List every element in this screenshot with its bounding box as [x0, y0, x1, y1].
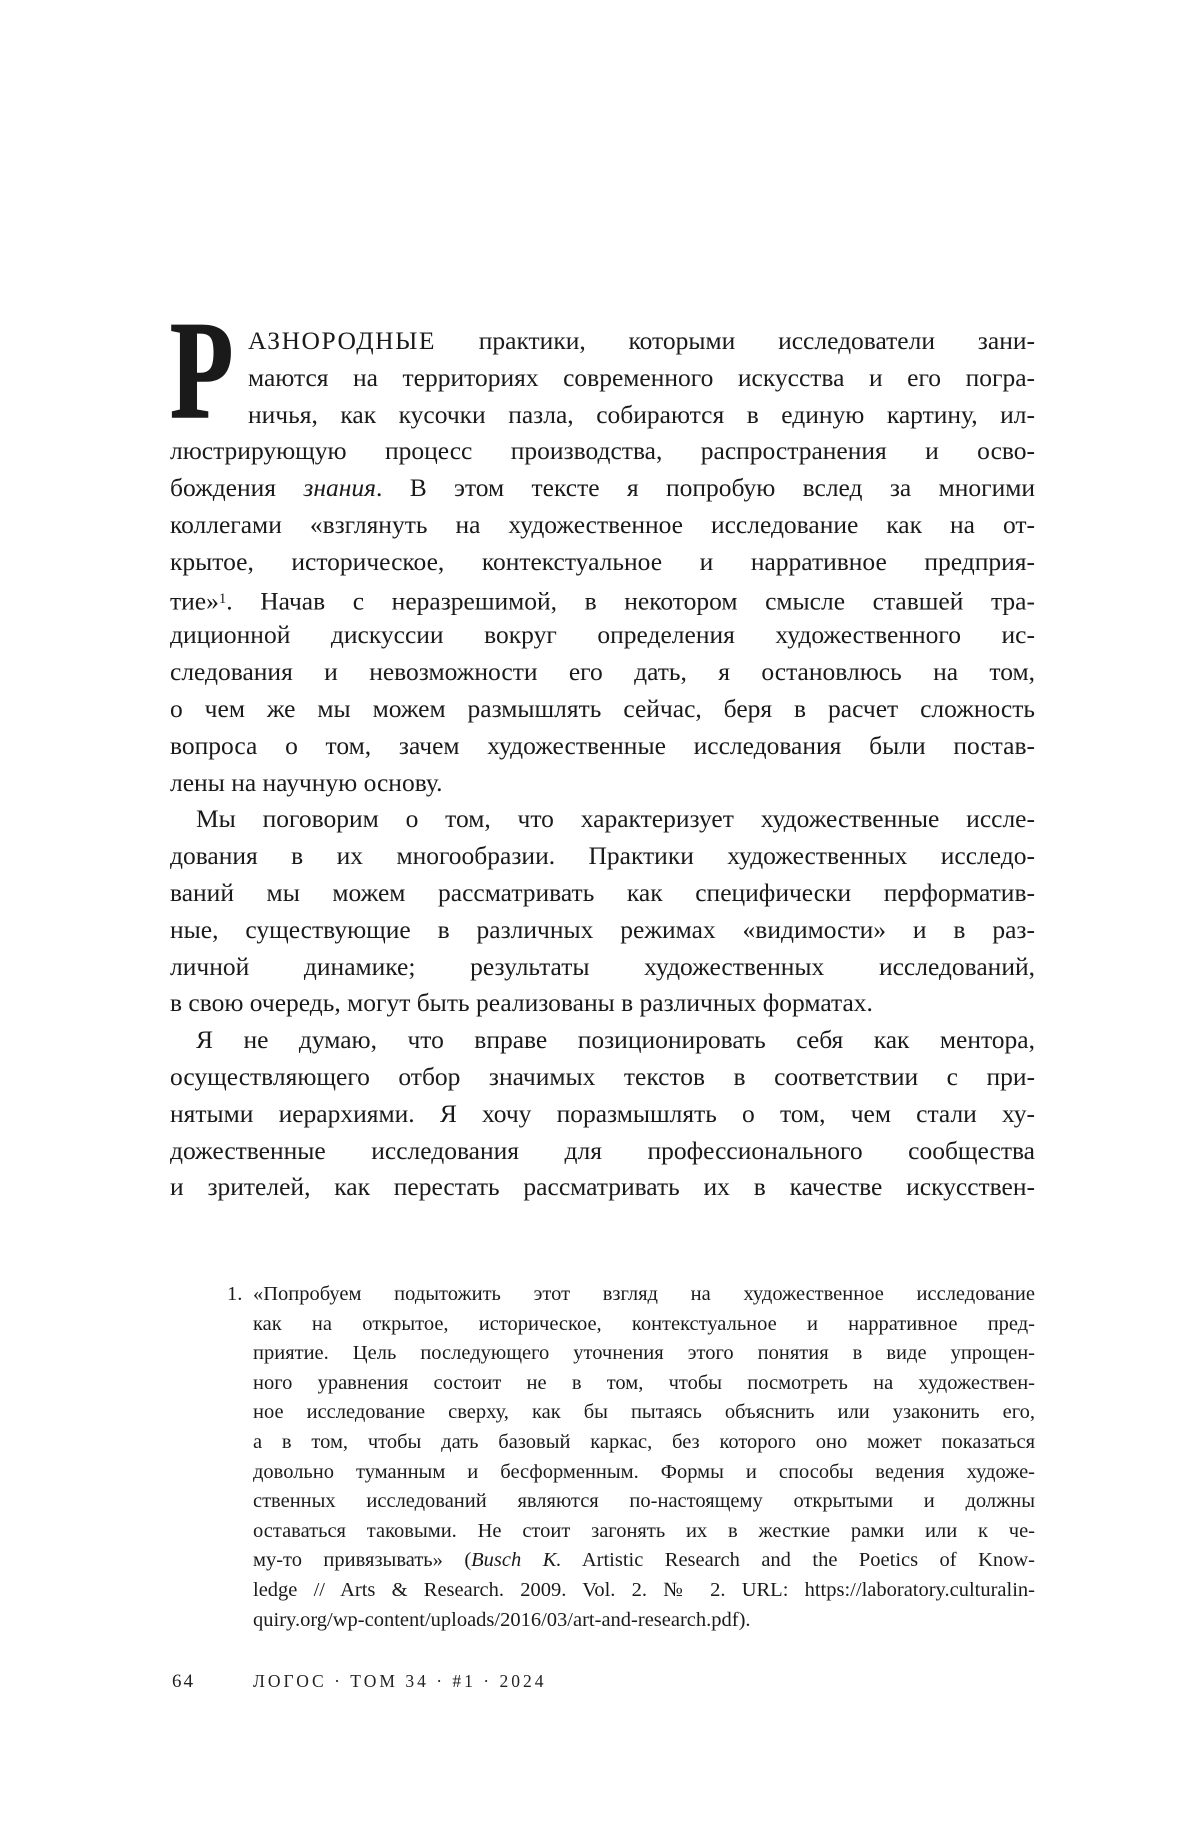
text-line: довольно туманным и бесформенным. Формы и способы ведения художе- — [253, 1460, 1035, 1483]
drop-cap-letter: Р — [170, 293, 234, 448]
text-line: Я не думаю, что вправе позиционировать себя как ментора, — [196, 1025, 1035, 1055]
text-line: а в том, чтобы дать базовый каркас, без которого оно может показаться — [253, 1430, 1035, 1453]
text-line: Мы поговорим о том, что характеризует художественные иссле- — [196, 804, 1035, 834]
text-line: му-то привязывать» (Busch K. Artistic Research and the Poetics of Know- — [253, 1549, 1035, 1572]
text-line: оставаться таковыми. Не стоит загонять их в жесткие рамки или к че- — [253, 1519, 1035, 1542]
text-line: бождения знания. В этом тексте я попробую вслед за многими — [170, 473, 1035, 503]
text-line: диционной дискуссии вокруг определения художественного ис- — [170, 620, 1035, 650]
journal-running-title: ЛОГОС · ТОМ 34 · #1 · 2024 — [253, 1671, 547, 1691]
text-line: коллегами «взглянуть на художественное исследование как на от- — [170, 509, 1035, 539]
text-line: приятие. Цель последующего уточнения этого понятия в виде упрощен- — [253, 1342, 1035, 1365]
text-line: и зрителей, как перестать рассматривать их в качестве искусствен- — [170, 1172, 1035, 1202]
paragraph-1 — [170, 323, 1035, 801]
text-line: «Попробуем подытожить этот взгляд на художественное исследование — [253, 1283, 1035, 1305]
footnote — [170, 1280, 1035, 1635]
text-line: нятыми иерархиями. Я хочу поразмышлять о том, чем стали ху- — [170, 1098, 1035, 1128]
paragraph-3 — [170, 1022, 1035, 1206]
text-line: quiry.org/wp-content/uploads/2016/03/art-and-research.pdf). — [253, 1608, 751, 1631]
text-line: ные, существующие в различных режимах «видимости» и в раз- — [170, 914, 1035, 944]
page-number: 64 — [172, 1671, 195, 1692]
text-line: ваний мы можем рассматривать как специфически перформатив- — [170, 877, 1035, 907]
text-line: люстрирующую процесс производства, распространения и осво- — [170, 436, 1035, 466]
text-line: ственных исследований являются по-настоящему открытыми и должны — [253, 1490, 1035, 1513]
text-line: дожественные исследования для профессионального сообщества — [170, 1135, 1035, 1165]
text-line: как на открытое, историческое, контекстуальное и нарративное пред- — [253, 1312, 1035, 1335]
text-line: лены на научную основу. — [170, 767, 443, 797]
text-line: маются на территориях современного искусства и его погра- — [248, 362, 1035, 392]
text-line: ничья, как кусочки пазла, собираются в единую картину, ил- — [248, 399, 1035, 429]
text-line: о чем же мы можем размышлять сейчас, беря в расчет сложность — [170, 693, 1035, 723]
paragraph-2 — [170, 801, 1035, 1022]
text-line: крытое, историческое, контекстуальное и нарративное предприя- — [170, 546, 1035, 576]
text-line: следования и невозможности его дать, я остановлюсь на том, — [170, 657, 1035, 687]
footnote-text — [253, 1280, 1035, 1635]
article-body — [170, 323, 1035, 1206]
text-line: личной динамике; результаты художественных исследований, — [170, 951, 1035, 981]
footnote-number: 1. — [227, 1283, 243, 1305]
text-line: ного уравнения состоит не в том, чтобы посмотреть на художествен- — [253, 1371, 1035, 1394]
text-line: тие»$^1$. Начав с неразрешимой, в некотором смысле ставшей тра- — [170, 586, 1035, 616]
text-line: осуществляющего отбор значимых текстов в соответствии с при- — [170, 1061, 1035, 1091]
text-line: вопроса о том, зачем художественные исследования были постав- — [170, 730, 1035, 760]
text-line: в свою очередь, могут быть реализованы в различных форматах. — [170, 988, 873, 1018]
text-line: АЗНОРОДНЫЕ практики, которыми исследователи зани- — [248, 326, 1035, 355]
text-line: ное исследование сверху, как бы пытаясь объяснить или узаконить его, — [253, 1401, 1035, 1424]
text-line: дования в их многообразии. Практики художественных исследо- — [170, 841, 1035, 871]
text-line: ledge // Arts & Research. 2009. Vol. 2. № 2. URL: https://laboratory.culturalin- — [253, 1578, 1035, 1601]
